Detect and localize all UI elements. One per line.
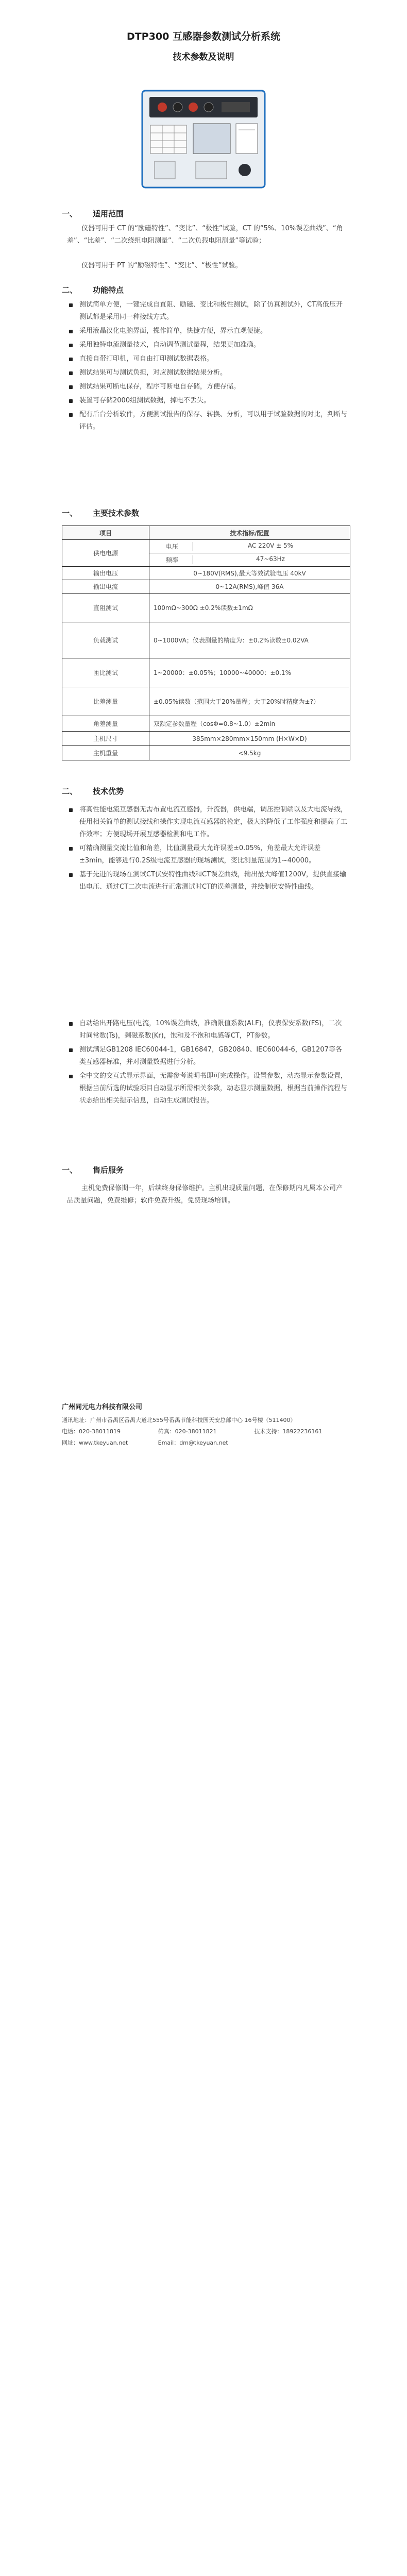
table-cell: 供电电源 [62, 540, 149, 567]
list-item: 将高性能电流互感器无需布置电流互感器，升流器，供电端，调压控制端以及大电流导线，使用相关简单的测试接线和操作实现电流互感器的检定，极大的降低了工作强度和提高了工作效率；方便现场开展互感器检测和电工作。 [67, 804, 348, 841]
table-row: 角差测量 双额定参数量程（cosΦ=0.8~1.0）±2min [62, 716, 350, 732]
device-illustration [139, 87, 268, 190]
table-header: 项目 [62, 526, 149, 540]
list-item: 装置可存储2000组测试数据，掉电不丢失。 [67, 395, 348, 407]
email-link[interactable]: Email：dm@tkeyuan.net [158, 1439, 228, 1446]
power-socket-icon [158, 103, 167, 112]
table-row: 输出电流 0~12A(RMS),峰值 36A [62, 580, 350, 594]
features-list [67, 299, 348, 435]
table-row: 负载测试 0~1000VA；仪表测量的精度为：±0.2%读数±0.02VA [62, 622, 350, 658]
section-heading-features: 二、 功能特点 [62, 285, 124, 295]
footer-company-name: 广州同元电力科技有限公司 [62, 1403, 143, 1411]
list-item: 可精确测量交流比值和角差，比值测量最大允许误差±0.05%，角差最大允许误差±3min，能够进行0.2S级电流互感器的现场测试，变比测量范围为1~40000。 [67, 842, 348, 867]
display-screen-icon [193, 124, 230, 154]
scope-paragraph-pt: 仪器可用于 PT 的“励磁特性”、“变比”、“极性”试验。 [81, 262, 242, 269]
table-row: 主机尺寸 385mm×280mm×150mm (H×W×D) [62, 732, 350, 746]
table-row: 匝比测试 1~20000：±0.05%；10000~40000：±0.1% [62, 658, 350, 687]
section-heading-specs: 一、 主要技术参数 [62, 509, 140, 518]
list-item: 测试结果可断电保存，程序可断电自存储，方便存储。 [67, 381, 348, 393]
table-cell: 频率 47~63Hz [149, 553, 350, 567]
section-heading-advantages: 二、 技术优势 [62, 787, 124, 796]
advantages-list-part2 [67, 1018, 348, 1109]
keypad-icon [150, 125, 186, 154]
section-heading-service: 一、 售后服务 [62, 1165, 124, 1175]
list-item: 测试简单方便，一键完成自直阻、励磁、变比和极性测试，除了仿真测试外，CT高低压开测试都是采用同一种接线方式。 [67, 299, 348, 324]
list-item: 全中文的交互式显示界面，无需参考说明书即可完成操作。设置参数，动态显示参数设置，根据当前所选的试验项目自动显示所需相关参数，动态显示测量数据，根据当前操作流程与状态给出相关提示信息，自动生成测试报告。 [67, 1070, 348, 1107]
footer-web [62, 1438, 350, 1447]
list-item: 采用独特电流测量技术，自动调节测试量程，结果更加准确。 [67, 339, 348, 351]
document-subtitle: 技术参数及说明 [173, 52, 234, 62]
spec-table [62, 526, 350, 760]
document-title: DTP300 互感器参数测试分析系统 [127, 31, 280, 42]
list-item: 直接自带打印机，可自由打印测试数据表格。 [67, 353, 348, 365]
table-header: 技术指标/配置 [149, 526, 350, 540]
scope-paragraph-ct: 仪器可用于 CT 的“励磁特性”、“变比”、“极性”试验，CT 的“5%、10%误差曲线”、“角差”、“比差”、“二次绕组电阻测量”、“二次负载电阻测量”等试验； [67, 225, 343, 245]
list-item: 测试结果可与测试负担，对应测试数据结果分析。 [67, 367, 348, 379]
table-cell: 电压 AC 220V ± 5% [149, 540, 350, 553]
service-paragraph: 主机免费保修期一年，后续终身保修维护。主机出现质量问题，在保修期内凡属本公司产品质量问题，免费维修；软件免费升级，免费现场培训。 [67, 1184, 343, 1205]
list-item: 配有后台分析软件，方便测试报告的保存、转换、分析，可以用于试验数据的对比，判断与评估。 [67, 409, 348, 433]
footer-address: 通讯地址：广州市番禺区番禺大道北555号番禺节能科技园天安总部中心 16号楼（511400） [62, 1417, 296, 1423]
list-item: 测试满足GB1208 IEC60044-1，GB16847，GB20840、IEC60044-6，GB1207等各类互感器标准，并对测量数据进行分析。 [67, 1044, 348, 1069]
table-row: 输出电压 0~180V(RMS),最大等效试验电压 40kV [62, 567, 350, 580]
table-row: 比差测量 ±0.05%读数（范围大于20%量程；大于20%时精度为±?） [62, 687, 350, 716]
table-row: 直阻测试 100mΩ~300Ω ±0.2%读数±1mΩ [62, 594, 350, 622]
advantages-list-part1 [67, 804, 348, 895]
footer-contacts: 电话：020-38011819 传真：020-38011821 技术支持：18922236161 [62, 1428, 323, 1435]
section-heading-scope: 一、 适用范围 [62, 209, 124, 218]
list-item: 采用液晶汉化电脑界面，操作简单，快捷方便，界示直观便捷。 [67, 325, 348, 337]
list-item: 自动给出开路电压(电流，10%误差曲线，准确限值系数(ALF)，仪表保安系数(FS)，二次时间常数(Ts)，剩磁系数(Kr)，饱和及不饱和电感等CT，PT参数。 [67, 1018, 348, 1042]
website-link[interactable]: 网址：www.tkeyuan.net [62, 1439, 128, 1446]
list-item: 基于先进的现场在测试CT伏安特性曲线和CT误差曲线，输出最大峰值1200V，提供直接输出电压、通过CT二次电流进行正常测试时CT的误差测量，并绘制伏安特性曲线。 [67, 869, 348, 893]
printer-icon [236, 124, 258, 154]
table-row: 主机重量 <9.5kg [62, 746, 350, 760]
